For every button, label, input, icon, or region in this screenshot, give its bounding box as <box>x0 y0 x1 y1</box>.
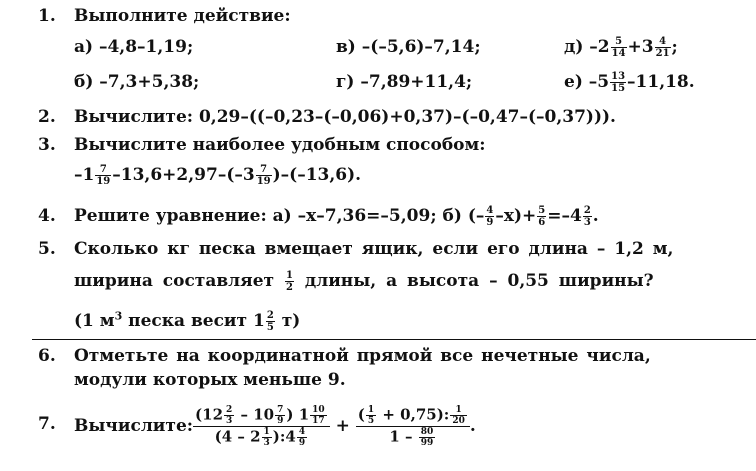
plus-sign: + <box>335 416 350 436</box>
fraction <box>537 205 546 228</box>
expr-part: 1 – <box>389 427 413 446</box>
fraction-numerator: 80 <box>420 427 434 437</box>
fraction <box>224 405 234 426</box>
problem-1e <box>564 69 695 95</box>
fraction <box>485 205 494 228</box>
fraction-numerator: 1 <box>450 405 467 416</box>
fraction <box>450 405 467 426</box>
fraction <box>610 71 626 94</box>
end-period: . <box>469 416 476 436</box>
problem-1b: б) –7,3+5,38; <box>74 72 200 92</box>
expr-part: –13,6+2,97–(–3 <box>112 165 255 185</box>
problem-6-line-2: модули которых меньше 9. <box>74 370 346 390</box>
problem-1a: а) –4,8–1,19; <box>74 37 194 57</box>
big-fraction-2 <box>356 405 470 448</box>
big-fraction-2-numerator <box>356 405 470 427</box>
problem-5-number: 5. <box>38 239 56 259</box>
fraction-denominator: 3 <box>263 438 270 448</box>
fraction-denominator: 21 <box>655 48 670 59</box>
fraction-denominator: 3 <box>226 416 233 426</box>
fraction-numerator: 5 <box>538 205 546 216</box>
text-part: т) <box>275 311 301 331</box>
problem-2-text: Вычислите: 0,29–((–0,23–(–0,06)+0,37)–(–0,47–(–0,37))). <box>74 107 616 127</box>
problem-1d-mid: +3 <box>627 37 654 57</box>
expr-part: Решите уравнение: а) –x–7,36=–5,09; б) (– <box>74 206 485 226</box>
fraction <box>285 270 294 293</box>
fraction-numerator: 1 <box>263 427 270 437</box>
fraction-denominator: 17 <box>312 416 325 426</box>
problem-3-title: Вычислите наиболее удобным способом: <box>74 135 486 155</box>
expr-part: –1 <box>74 165 95 185</box>
expr-part: ):4 <box>272 427 296 446</box>
problem-7-expression <box>74 391 476 461</box>
fraction-numerator: 2 <box>226 405 233 415</box>
fraction-numerator: 1 <box>285 270 293 281</box>
fraction <box>256 164 272 187</box>
problem-1-number: 1. <box>38 6 56 26</box>
fraction <box>275 405 285 426</box>
fraction <box>611 36 627 59</box>
superscript: 3 <box>114 309 123 323</box>
fraction-denominator: 14 <box>611 48 626 59</box>
expr-part: =–4 <box>547 206 582 226</box>
fraction-numerator: 13 <box>611 71 626 82</box>
expr-part: ) 1 <box>286 405 310 424</box>
expr-part: + 0,75): <box>377 405 450 424</box>
fraction-numerator: 5 <box>611 36 627 48</box>
fraction-numerator: 1 <box>367 405 375 415</box>
fraction-denominator: 99 <box>420 438 434 448</box>
expr-part: –x)+ <box>495 206 537 226</box>
problem-1d-suffix: ; <box>671 37 678 57</box>
big-fraction-1 <box>193 405 330 448</box>
section-divider <box>32 339 756 340</box>
fraction-denominator: 9 <box>486 217 494 228</box>
problem-5-line-2 <box>74 266 654 296</box>
fraction-numerator: 4 <box>486 205 494 216</box>
fraction-denominator: 9 <box>298 438 306 448</box>
expr-part: )–(–13,6). <box>272 165 362 185</box>
fraction <box>655 36 671 59</box>
problem-1v: в) –(–5,6)–7,14; <box>336 37 481 57</box>
problem-4-number: 4. <box>38 206 56 226</box>
problem-1g: г) –7,89+11,4; <box>336 72 473 92</box>
fraction-numerator: 4 <box>655 36 671 48</box>
fraction-denominator: 3 <box>583 217 591 228</box>
fraction-numerator: 10 <box>312 405 325 415</box>
text-part: песка весит 1 <box>122 311 265 331</box>
big-fraction-2-denominator <box>356 427 470 448</box>
fraction-denominator: 19 <box>256 176 271 187</box>
fraction-numerator: 7 <box>277 405 284 415</box>
big-fraction-1-denominator <box>193 427 330 448</box>
problem-2-number: 2. <box>38 107 56 127</box>
problem-3-expression <box>74 160 361 190</box>
fraction-denominator: 9 <box>277 416 284 426</box>
problem-4-text <box>74 201 599 231</box>
problem-7-label: Вычислите: <box>74 416 194 436</box>
fraction-denominator: 5 <box>266 322 274 333</box>
fraction-numerator: 7 <box>95 164 111 176</box>
problem-5-line-3 <box>74 306 300 336</box>
fraction <box>266 310 275 333</box>
fraction <box>583 205 592 228</box>
expr-part: (12 <box>195 405 224 424</box>
expr-part: – 10 <box>235 405 275 424</box>
expr-part: (4 – 2 <box>214 427 261 446</box>
expr-part: . <box>592 206 599 226</box>
problem-1d-prefix: д) –2 <box>564 37 610 57</box>
problem-6-number: 6. <box>38 346 56 366</box>
fraction <box>297 427 307 448</box>
big-fraction-1-numerator <box>193 405 330 427</box>
problem-1e-prefix: е) –5 <box>564 72 610 92</box>
fraction <box>262 427 272 448</box>
fraction-numerator: 2 <box>266 310 274 321</box>
problem-5-line-1: Сколько кг песка вмещает ящик, если его длина – 1,2 м, <box>74 239 674 259</box>
text-part: длины, а высота – 0,55 ширины? <box>304 271 654 291</box>
fraction-denominator: 19 <box>96 176 111 187</box>
fraction-denominator: 20 <box>452 416 465 426</box>
expr-part: ( <box>357 405 365 424</box>
fraction-denominator: 15 <box>611 83 626 94</box>
fraction-numerator: 7 <box>256 164 272 176</box>
problem-7-number: 7. <box>38 414 56 434</box>
problem-1e-suffix: –11,18. <box>627 72 695 92</box>
fraction-denominator: 2 <box>285 282 293 293</box>
problem-3-number: 3. <box>38 135 56 155</box>
fraction <box>366 405 376 426</box>
fraction <box>310 405 327 426</box>
fraction <box>95 164 111 187</box>
fraction-numerator: 2 <box>583 205 591 216</box>
fraction-denominator: 5 <box>367 416 375 426</box>
fraction-numerator: 4 <box>298 427 306 437</box>
text-part: ширина составляет <box>74 271 275 291</box>
problem-1-title: Выполните действие: <box>74 6 291 26</box>
fraction-denominator: 6 <box>538 217 546 228</box>
problem-1d <box>564 34 678 60</box>
problem-6-line-1: Отметьте на координатной прямой все нечетные числа, <box>74 346 651 366</box>
fraction <box>419 427 436 448</box>
text-part: (1 м <box>74 311 115 331</box>
